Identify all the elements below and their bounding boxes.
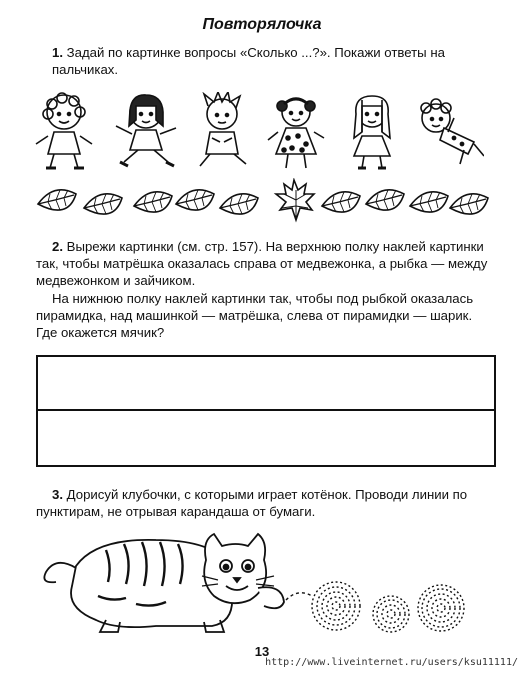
flying-doll-figure [421,99,484,164]
cat-yarn-illustration [36,526,496,636]
dark-hair-doll-figure [116,95,176,166]
task3-text: Дорисуй клубочки, с которыми играет котёнок. Проводи линии по пунктирам, не отрывая карандаша от бумаги. [36,487,468,519]
shelves-frame [36,355,496,467]
yarn-balls [312,582,464,632]
task2-text: Вырежи картинки (см. стр. 157). На верхнюю полку наклей картинки так, чтобы матрёшка оказалась справа от медвежонка, а рыбка — между медвежонком и зайчиком. [36,239,488,288]
task1-number: 1. [52,45,63,60]
leaf-1 [38,190,76,210]
leaf-9 [450,194,488,214]
cat-and-yarn-area [36,526,496,636]
dolls-row [34,92,484,172]
spiky-hair-doll-figure [200,92,246,166]
task2-paragraph [36,238,494,289]
yarn-ball-3 [418,585,464,631]
yarn-ball-2 [373,596,409,632]
yarn-ball-1 [312,582,360,630]
cat-drawing [44,534,284,632]
task1-text: Задай по картинке вопросы «Сколько ...?». Покажи ответы на пальчиках. [52,45,445,77]
leaf-8 [410,192,448,212]
leaves-row [34,178,494,224]
dolls-illustration [34,92,484,172]
task2-paragraph-2: На нижнюю полку наклей картинки так, чтобы под рыбкой оказалась пирамидка, над машинкой — матрёшка, слева от пирамидки — шарик. Где окажется мячик? [36,291,474,340]
leaf-2 [84,194,122,214]
page-title: Повторялочка [202,16,322,33]
leaves-illustration [34,178,494,224]
leaf-4 [176,190,214,210]
watermark-url: http://www.liveinternet.ru/users/ksu11111/ [265,657,518,668]
task2-number: 2. [52,239,63,254]
yarn-thread [286,593,312,600]
leaf-5 [220,194,258,214]
task1-paragraph [52,44,492,78]
page-number: 13 [254,644,270,659]
curly-doll-figure [36,93,92,168]
maple-leaf [276,180,314,220]
task3-paragraph [36,486,494,520]
leaf-3 [134,192,172,212]
leaf-6 [322,192,360,212]
dotted-dress-doll-figure [268,98,324,168]
shelf-divider [38,409,494,411]
long-hair-doll-figure [354,96,390,168]
task3-number: 3. [52,487,63,502]
leaf-7 [366,190,404,210]
